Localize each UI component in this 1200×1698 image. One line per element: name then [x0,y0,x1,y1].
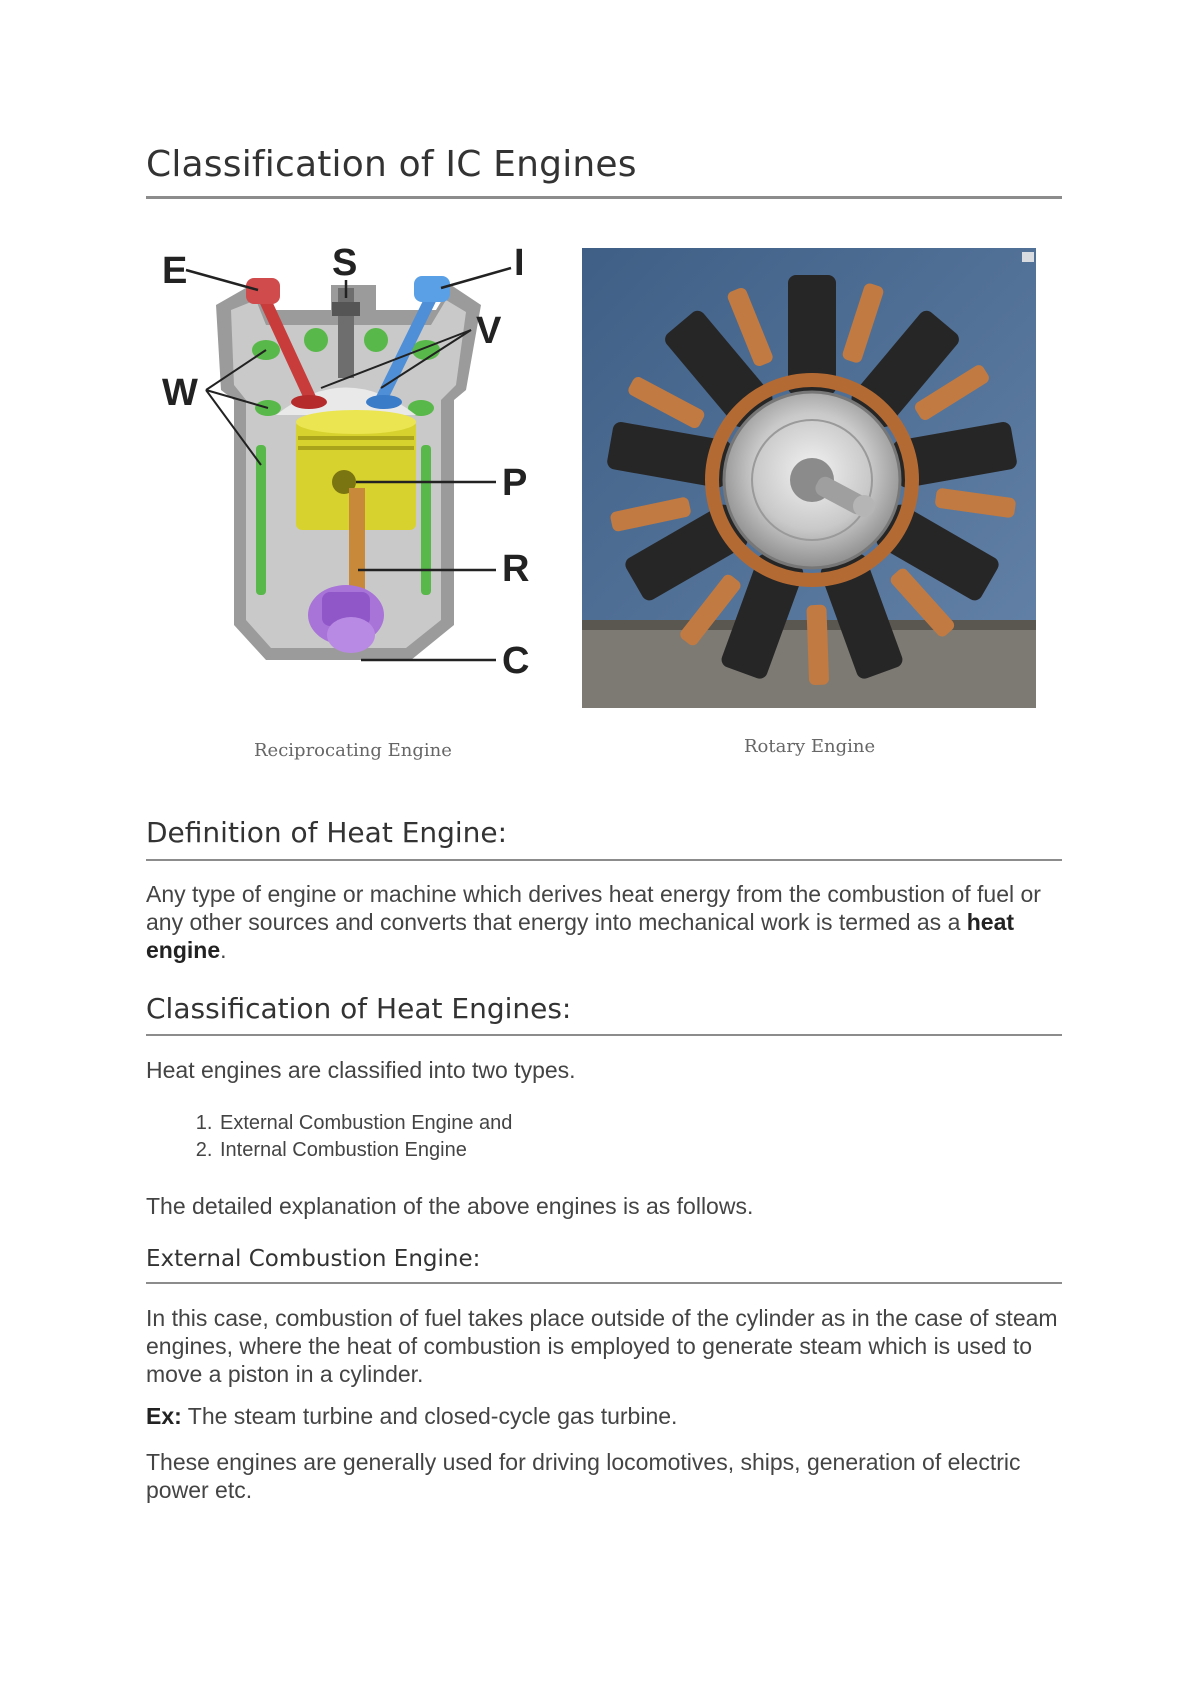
example-label: Ex: [146,1403,182,1429]
usage-paragraph: These engines are generally used for driving locomotives, ships, generation of electric power etc. [146,1449,1021,1503]
label-r: R [502,548,530,590]
label-e: E [162,250,188,292]
example-text: The steam turbine and closed-cycle gas turbine. [181,1403,678,1429]
classification-outro: The detailed explanation of the above engines is as follows. [146,1193,754,1219]
definition-heading: Definition of Heat Engine: [146,816,508,849]
definition-paragraph [146,880,1062,964]
label-s: S [332,242,358,284]
reciprocating-engine-diagram [146,240,546,690]
list-item: 2. Internal Combustion Engine [218,1137,512,1164]
definition-text: Any type of engine or machine which derives heat energy from the combustion of fuel or any other sources and converts that energy into mechanical work is termed as a [146,881,1041,935]
rotary-engine-figure [582,248,1036,708]
definition-end: . [220,937,227,963]
external-paragraph: In this case, combustion of fuel takes place outside of the cylinder as in the case of steam engines, where the heat of combustion is employed to generate steam which is used to move a piston in a cylinder. [146,1305,1058,1387]
reciprocating-engine-figure [146,240,546,690]
list-item: 1. External Combustion Engine and [218,1110,512,1137]
label-c: C [502,640,530,682]
definition-divider [146,859,1062,861]
classification-divider [146,1034,1062,1036]
label-w: W [162,372,198,414]
rotary-engine-photo [582,248,1036,708]
title-divider [146,196,1062,199]
classification-heading: Classification of Heat Engines: [146,992,572,1025]
classification-intro: Heat engines are classified into two types. [146,1057,576,1083]
heat-engine-term: heat engine [146,909,1015,963]
external-divider [146,1282,1062,1284]
page-title: Classification of IC Engines [146,144,637,185]
label-p: P [502,462,528,504]
external-heading: External Combustion Engine: [146,1246,481,1272]
example-paragraph [146,1402,1062,1430]
rotary-engine-caption: Rotary Engine [744,736,876,757]
engine-types-list [146,1110,512,1164]
label-v: V [476,310,502,352]
label-i: I [514,242,525,284]
reciprocating-engine-caption: Reciprocating Engine [254,740,452,761]
